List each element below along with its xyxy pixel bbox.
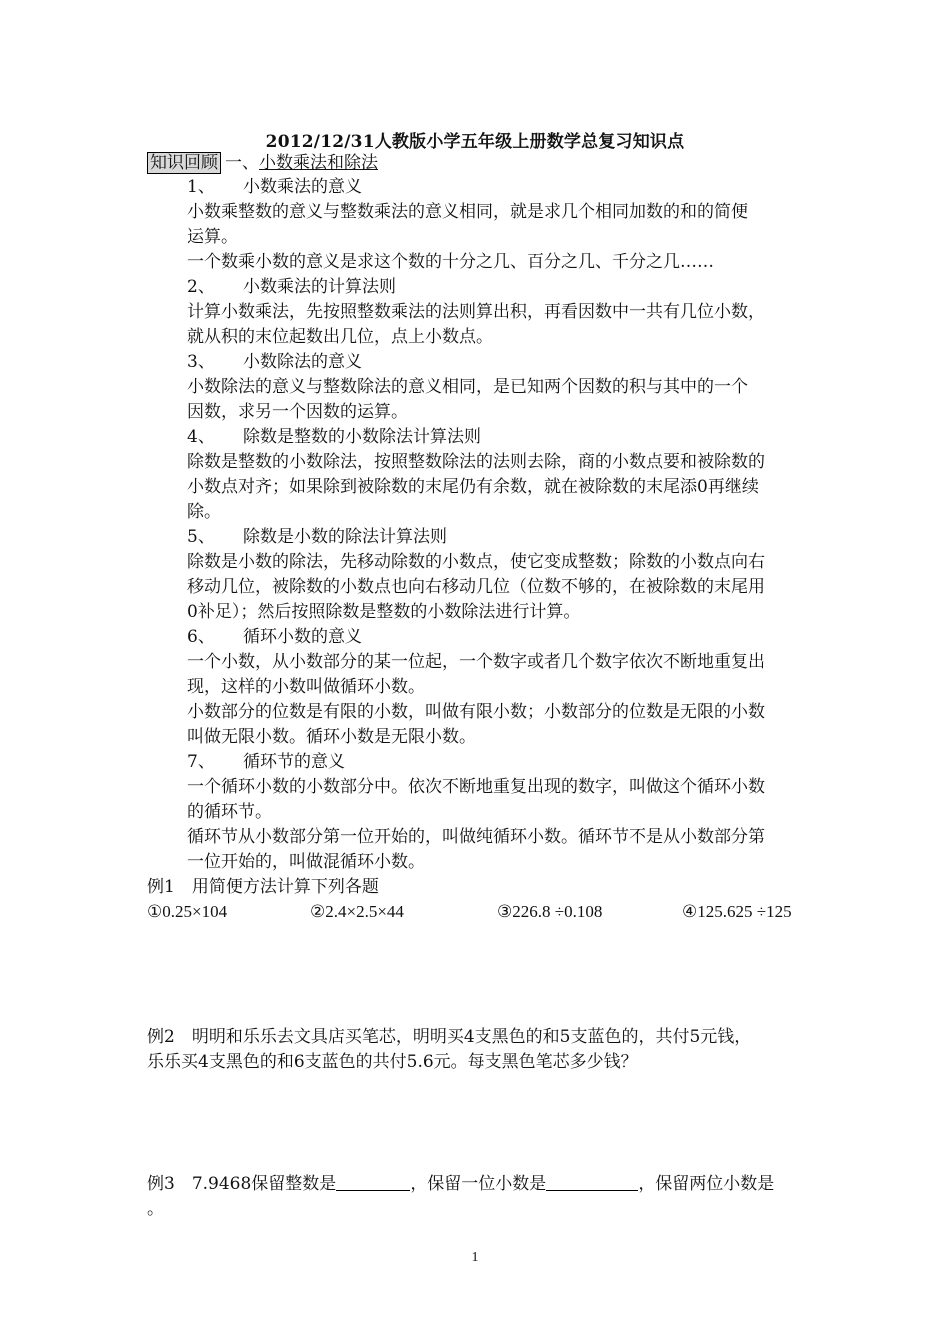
section-header — [147, 151, 378, 175]
example-1-expression: ④125.625 ÷125 — [682, 902, 792, 921]
item-number: 1、 — [187, 177, 215, 197]
body-line: 一个小数，从小数部分的某一位起，一个数字或者几个数字依次不断地重复出 — [187, 652, 765, 672]
body-line: 一个循环小数的小数部分中。依次不断地重复出现的数字，叫做这个循环小数 — [187, 777, 765, 797]
answer-blank[interactable] — [336, 1172, 410, 1191]
item-number: 7、 — [187, 752, 215, 772]
example-2-line: 例2 明明和乐乐去文具店买笔芯，明明买4支黑色的和5支蓝色的，共付5元钱， — [147, 1027, 752, 1047]
item-heading — [187, 425, 481, 449]
body-line: 除数是整数的小数除法，按照整数除法的法则去除，商的小数点要和被除数的 — [187, 452, 765, 472]
body-line: 计算小数乘法，先按照整数乘法的法则算出积，再看因数中一共有几位小数， — [187, 302, 765, 322]
body-line: 就从积的末位起数出几位，点上小数点。 — [187, 327, 493, 347]
item-title: 除数是小数的除法计算法则 — [243, 527, 447, 547]
item-heading — [187, 625, 362, 649]
section-title: 小数乘法和除法 — [259, 153, 378, 173]
item-heading — [187, 350, 362, 374]
answer-blank[interactable] — [546, 1172, 638, 1191]
item-number: 6、 — [187, 627, 215, 647]
body-line: 移动几位，被除数的小数点也向右移动几位（位数不够的，在被除数的末尾用 — [187, 577, 765, 597]
body-line: 的循环节。 — [187, 802, 272, 822]
body-line: 小数除法的意义与整数除法的意义相同，是已知两个因数的积与其中的一个 — [187, 377, 748, 397]
body-line: 一个数乘小数的意义是求这个数的十分之几、百分之几、千分之几…… — [187, 252, 714, 272]
body-line: 除数是小数的除法，先移动除数的小数点，使它变成整数；除数的小数点向右 — [187, 552, 765, 572]
item-title: 循环小数的意义 — [243, 627, 362, 647]
body-line: 小数部分的位数是有限的小数，叫做有限小数；小数部分的位数是无限的小数 — [187, 702, 765, 722]
item-title: 循环节的意义 — [243, 752, 345, 772]
body-line: 叫做无限小数。循环小数是无限小数。 — [187, 727, 476, 747]
body-line: 运算。 — [187, 227, 238, 247]
section-number: 一、 — [225, 153, 259, 173]
body-line: 小数乘整数的意义与整数乘法的意义相同，就是求几个相同加数的和的简便 — [187, 202, 748, 222]
example-3-text: ，保留两位小数是 — [638, 1174, 775, 1194]
example-3-end: 。 — [147, 1199, 164, 1219]
body-line: 除。 — [187, 502, 221, 522]
example-3-text: 例3 7.9468保留整数是 — [147, 1174, 337, 1194]
example-1-expression: ③226.8 ÷0.108 — [497, 902, 603, 921]
item-heading — [187, 750, 345, 774]
example-3-line — [147, 1172, 774, 1196]
item-title: 小数乘法的计算法则 — [243, 277, 396, 297]
body-line: 0补足）；然后按照除数是整数的小数除法进行计算。 — [187, 602, 581, 622]
review-label: 知识回顾 — [147, 152, 221, 174]
body-line: 现，这样的小数叫做循环小数。 — [187, 677, 425, 697]
page-title: 2012/12/31人教版小学五年级上册数学总复习知识点 — [265, 132, 685, 152]
body-line: 循环节从小数部分第一位开始的，叫做纯循环小数。循环节不是从小数部分第 — [187, 827, 765, 847]
example-2-line: 乐乐买4支黑色的和6支蓝色的共付5.6元。每支黑色笔芯多少钱？ — [147, 1052, 638, 1072]
example-1-expression: ①0.25×104 — [147, 902, 228, 921]
page-number: 1 — [471, 1250, 479, 1265]
example-3-text: ，保留一位小数是 — [410, 1174, 547, 1194]
example-1-title: 例1 用简便方法计算下列各题 — [147, 877, 379, 897]
item-number: 5、 — [187, 527, 215, 547]
item-number: 3、 — [187, 352, 215, 372]
body-line: 小数点对齐；如果除到被除数的末尾仍有余数，就在被除数的末尾添0再继续 — [187, 477, 759, 497]
item-number: 4、 — [187, 427, 215, 447]
item-heading — [187, 275, 396, 299]
item-title: 小数乘法的意义 — [243, 177, 362, 197]
item-number: 2、 — [187, 277, 215, 297]
body-line: 因数，求另一个因数的运算。 — [187, 402, 408, 422]
item-heading — [187, 525, 447, 549]
example-1-expression: ②2.4×2.5×44 — [310, 902, 404, 921]
body-line: 一位开始的，叫做混循环小数。 — [187, 852, 425, 872]
item-title: 除数是整数的小数除法计算法则 — [243, 427, 481, 447]
item-title: 小数除法的意义 — [243, 352, 362, 372]
item-heading — [187, 175, 362, 199]
